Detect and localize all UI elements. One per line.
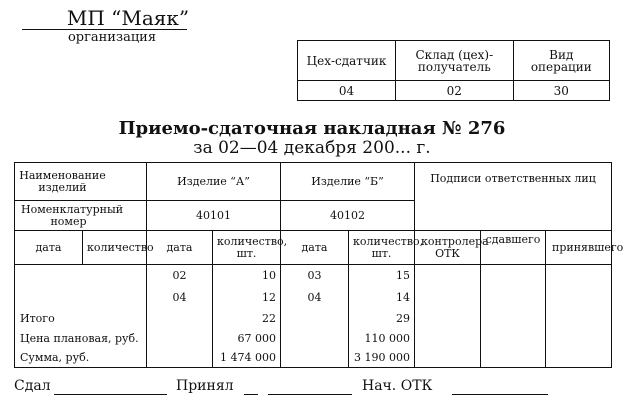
nomenclature-b: 40102	[281, 201, 415, 231]
col-sig-receiver: принявшего	[546, 231, 612, 265]
item-name-label: Наименование изделий	[15, 163, 147, 201]
col-date: дата	[15, 231, 83, 265]
row-label: Цена плановая, руб.	[15, 329, 147, 349]
value-warehouse-receiver: 02	[396, 81, 513, 101]
a-quantity: 67 000	[213, 329, 281, 349]
sig-controller-cell	[415, 265, 481, 368]
sig-sender-cell	[481, 265, 546, 368]
b-date: 03	[281, 265, 349, 287]
nomenclature-label: Номенклатурный номер	[15, 201, 147, 231]
handed-signature-line[interactable]	[54, 394, 167, 395]
signatures-header: Подписи ответственных лиц	[415, 163, 612, 231]
b-quantity: 14	[349, 287, 415, 309]
a-date: 04	[147, 287, 213, 309]
col-sig-sender: сдавшего	[481, 231, 546, 265]
item-b-header: Изделие “Б”	[281, 163, 415, 201]
b-date	[281, 329, 349, 349]
a-date: 02	[147, 265, 213, 287]
col-b-quantity: количество, шт.	[349, 231, 415, 265]
row-label	[15, 265, 147, 287]
header-shop-sender: Цех-сдатчик	[298, 41, 396, 81]
a-date	[147, 329, 213, 349]
col-b-date: дата	[281, 231, 349, 265]
b-quantity: 3 190 000	[349, 349, 415, 368]
accepted-signature-line[interactable]	[268, 394, 352, 395]
table-row	[15, 265, 612, 287]
a-quantity: 10	[213, 265, 281, 287]
row-label	[15, 287, 147, 309]
a-date	[147, 309, 213, 329]
value-shop-sender: 04	[298, 81, 396, 101]
organization-label: организация	[67, 30, 157, 45]
header-operation-type: Вид операции	[513, 41, 609, 81]
value-operation-type: 30	[513, 81, 609, 101]
item-a-header: Изделие “А”	[147, 163, 281, 201]
nomenclature-a: 40101	[147, 201, 281, 231]
col-a-quantity: количество, шт.	[213, 231, 281, 265]
b-quantity: 110 000	[349, 329, 415, 349]
accepted-signature-line-short[interactable]	[244, 394, 258, 395]
b-date: 04	[281, 287, 349, 309]
col-quantity: количество	[83, 231, 147, 265]
a-quantity: 12	[213, 287, 281, 309]
row-label: Итого	[15, 309, 147, 329]
header-warehouse-receiver: Склад (цех)-получатель	[396, 41, 513, 81]
row-label: Сумма, руб.	[15, 349, 147, 368]
b-quantity: 15	[349, 265, 415, 287]
a-quantity: 1 474 000	[213, 349, 281, 368]
accepted-label: Принял	[176, 378, 234, 394]
col-sig-controller: контролера ОТК	[415, 231, 481, 265]
a-quantity: 22	[213, 309, 281, 329]
organization-name: МП “Маяк”	[66, 6, 190, 30]
codes-table	[297, 40, 610, 101]
b-date	[281, 349, 349, 368]
b-quantity: 29	[349, 309, 415, 329]
col-a-date: дата	[147, 231, 213, 265]
otk-head-label: Нач. ОТК	[362, 378, 433, 394]
handed-label: Сдал	[14, 378, 51, 394]
document-period: за 02—04 декабря 200... г.	[193, 138, 431, 158]
a-date	[147, 349, 213, 368]
main-table	[14, 162, 624, 368]
otk-head-signature-line[interactable]	[452, 394, 548, 395]
b-date	[281, 309, 349, 329]
document-title: Приемо-сдаточная накладная № 276	[118, 118, 506, 139]
sig-receiver-cell	[546, 265, 612, 368]
